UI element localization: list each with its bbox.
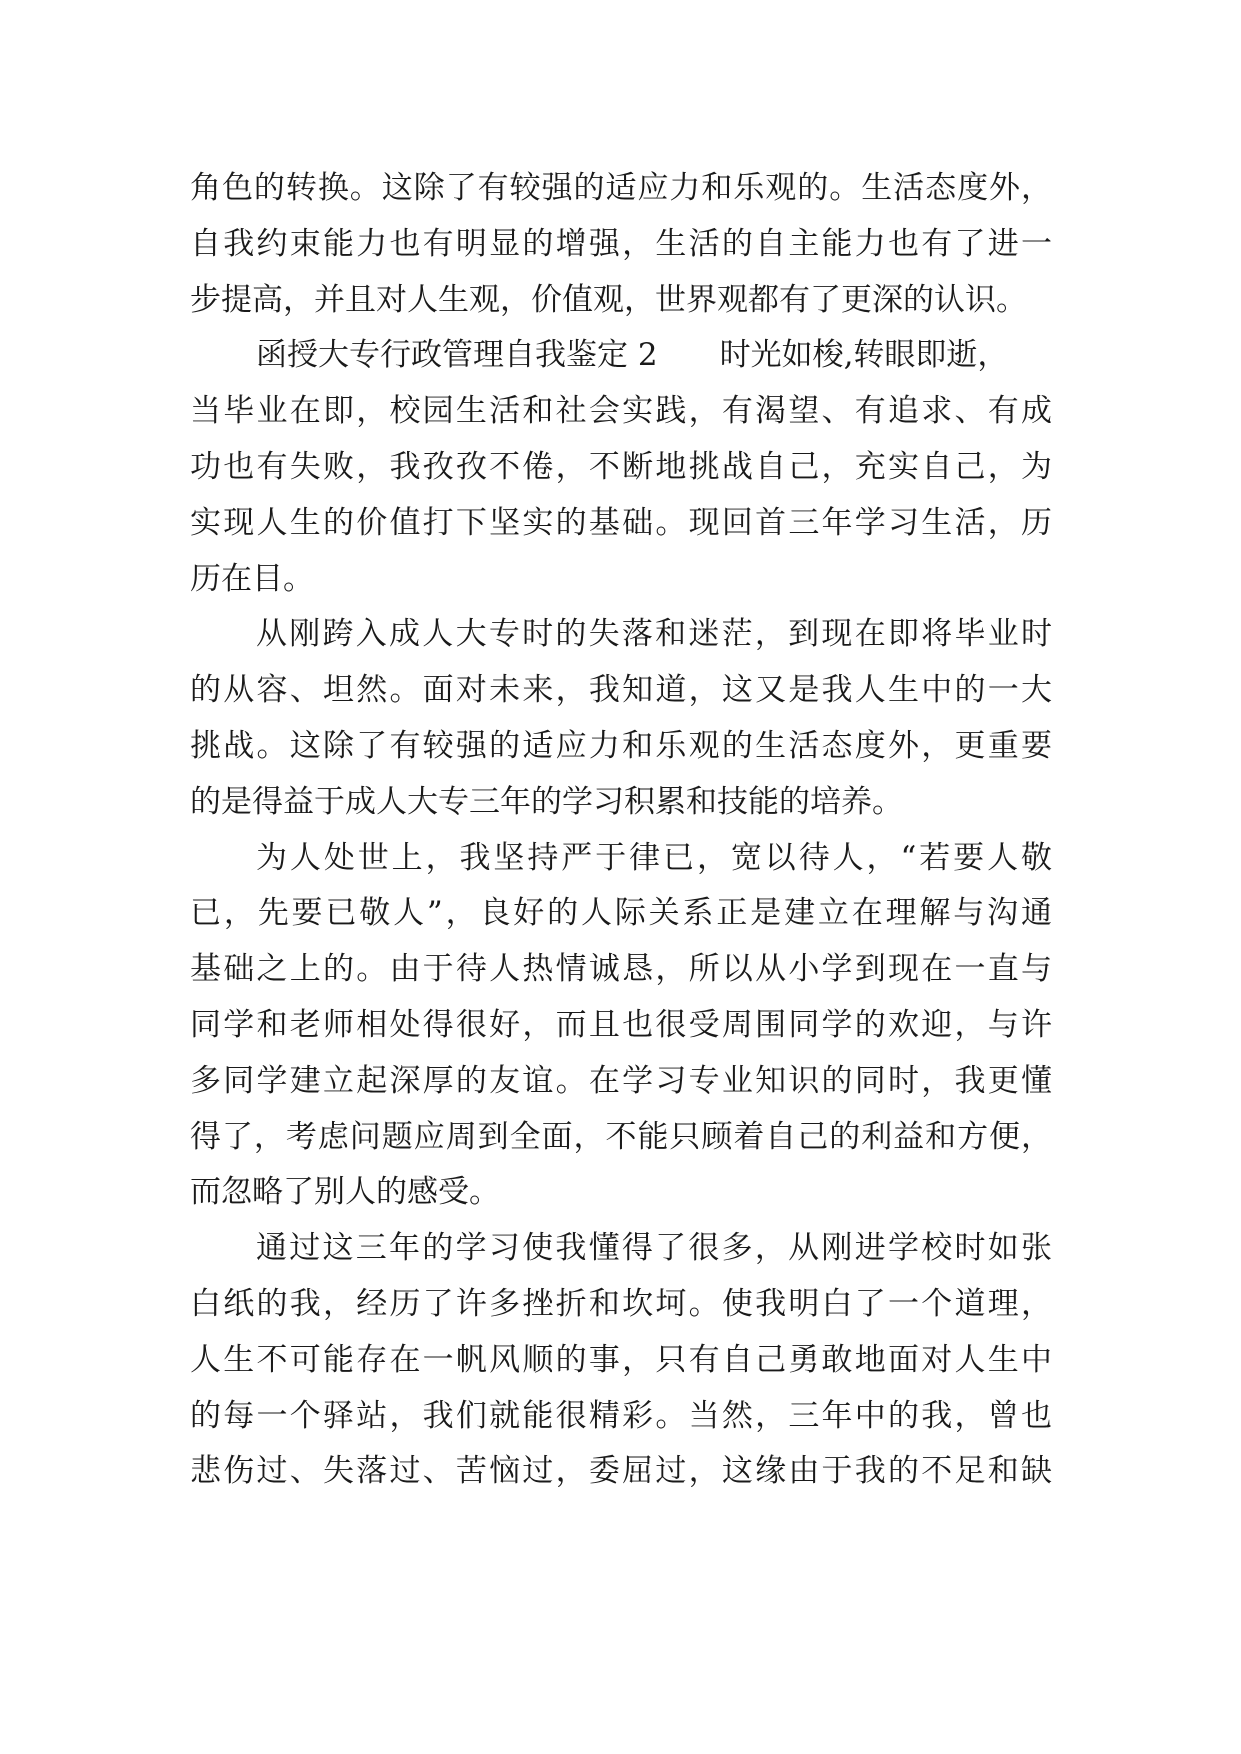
text-line: 的是得益于成人大专三年的学习积累和技能的培养。 (190, 783, 903, 820)
text-line: 历在目。 (190, 560, 314, 597)
text-line: 的从容、坦然。面对未来，我知道，这又是我人生中的一大 (190, 672, 1052, 709)
text-line: 从刚跨入成人大专时的失落和迷茫，到现在即将毕业时 (256, 616, 1052, 653)
section-heading: 函授大专行政管理自我鉴定 2 (256, 337, 658, 374)
heading-line (190, 328, 1052, 384)
text-line: 实现人生的价值打下坚实的基础。现回首三年学习生活，历 (190, 504, 1052, 541)
text-line: 功也有失败，我孜孜不倦，不断地挑战自己，充实自己，为 (190, 448, 1052, 485)
paragraph-1 (190, 161, 1052, 328)
text-line: 已，先要已敬人”，良好的人际关系正是建立在理解与沟通 (190, 895, 1052, 932)
text-line: 多同学建立起深厚的友谊。在学习专业知识的同时，我更懂 (190, 1062, 1052, 1099)
text-line: 的每一个驿站，我们就能很精彩。当然，三年中的我，曾也 (190, 1397, 1052, 1434)
paragraph-2 (190, 328, 1052, 607)
text-line: 悲伤过、失落过、苦恼过，委屈过，这缘由于我的不足和缺 (190, 1453, 1052, 1490)
paragraph-3 (190, 607, 1052, 830)
paragraph-5 (190, 1221, 1052, 1500)
text-line: 人生不可能存在一帆风顺的事，只有自己勇敢地面对人生中 (190, 1341, 1052, 1378)
heading-rest-text: 时光如梭,转眼即逝， (719, 337, 1009, 374)
text-line: 白纸的我，经历了许多挫折和坎坷。使我明白了一个道理， (190, 1285, 1052, 1322)
text-line: 挑战。这除了有较强的适应力和乐观的生活态度外，更重要 (190, 727, 1052, 764)
text-line: 而忽略了别人的感受。 (190, 1174, 500, 1211)
text-line: 通过这三年的学习使我懂得了很多，从刚进学校时如张 (256, 1230, 1052, 1267)
text-line: 同学和老师相处得很好，而且也很受周围同学的欢迎，与许 (190, 1006, 1052, 1043)
text-line: 基础之上的。由于待人热情诚恳，所以从小学到现在一直与 (190, 951, 1052, 988)
text-line: 自我约束能力也有明显的增强，生活的自主能力也有了进一 (190, 225, 1052, 262)
text-line: 得了，考虑问题应周到全面，不能只顾着自己的利益和方便， (190, 1118, 1052, 1155)
text-line: 步提高，并且对人生观，价值观，世界观都有了更深的认识。 (190, 281, 1027, 318)
text-line: 为人处世上，我坚持严于律已，宽以待人，“若要人敬 (256, 839, 1052, 876)
text-line: 当毕业在即，校园生活和社会实践，有渴望、有追求、有成 (190, 393, 1052, 430)
document-body (190, 161, 1052, 1500)
paragraph-4 (190, 831, 1052, 1222)
text-line: 角色的转换。这除了有较强的适应力和乐观的。生活态度外， (190, 170, 1052, 206)
